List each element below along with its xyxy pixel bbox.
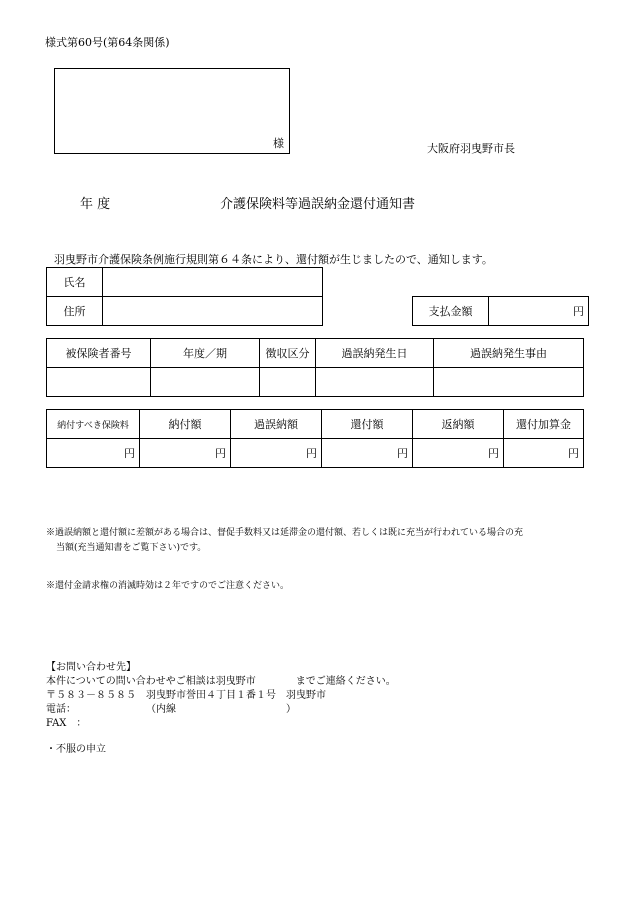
amount-header: 納付すべき保険料	[47, 410, 140, 439]
contact-phone: 電話： （内線 ）	[46, 704, 296, 715]
detail-header: 過誤納発生事由	[434, 339, 584, 368]
detail-cell	[434, 368, 584, 397]
amount-header: 過誤納額	[231, 410, 322, 439]
form-number: 様式第60号(第64条関係)	[45, 36, 170, 49]
payment-label: 支払金額	[413, 297, 489, 326]
fiscal-year-label: 年 度	[80, 197, 111, 212]
issuer-name: 大阪府羽曳野市長	[427, 142, 515, 155]
name-label: 氏名	[47, 268, 103, 297]
detail-table	[46, 338, 584, 397]
contact-heading: 【お問い合わせ先】	[46, 662, 136, 673]
amount-unit: 円	[140, 439, 231, 468]
address-box	[54, 68, 290, 154]
payment-table	[412, 296, 589, 326]
amount-unit: 円	[504, 439, 584, 468]
note-difference-line1: ※過誤納額と還付額に差額がある場合は、督促手数料又は延滞金の還付額、若しくは既に充当が行われている場合の充	[46, 528, 524, 538]
address-label: 住所	[47, 297, 103, 326]
amount-unit: 円	[47, 439, 140, 468]
amount-unit: 円	[322, 439, 413, 468]
intro-text: 羽曳野市介護保険条例施行規則第６４条により、還付額が生じましたので、通知します。	[54, 253, 493, 266]
name-value	[103, 268, 323, 297]
detail-cell	[316, 368, 434, 397]
address-value	[103, 297, 323, 326]
payment-unit: 円	[489, 297, 589, 326]
detail-header: 徴収区分	[260, 339, 316, 368]
amount-header: 納付額	[140, 410, 231, 439]
detail-header: 被保険者番号	[47, 339, 151, 368]
recipient-table	[46, 267, 323, 326]
note-difference-line2: 当額(充当通知書をご覧下さい)です。	[56, 543, 207, 553]
amount-table	[46, 409, 584, 468]
honorific-label: 様	[273, 137, 284, 150]
contact-address: 〒５８３－８５８５ 羽曳野市誉田４丁目１番１号 羽曳野市	[46, 690, 326, 701]
note-prescription: ※還付金請求権の消滅時効は２年ですのでご注意ください。	[46, 581, 290, 591]
amount-header: 還付加算金	[504, 410, 584, 439]
contact-line1: 本件についての問い合わせやご相談は羽曳野市 までご連絡ください。	[46, 676, 396, 687]
detail-cell	[151, 368, 260, 397]
amount-unit: 円	[413, 439, 504, 468]
detail-header: 年度／期	[151, 339, 260, 368]
objection-heading: ・不服の申立	[46, 744, 106, 755]
amount-unit: 円	[231, 439, 322, 468]
detail-header: 過誤納発生日	[316, 339, 434, 368]
detail-cell	[260, 368, 316, 397]
contact-fax: FAX ：	[46, 718, 87, 729]
amount-header: 返納額	[413, 410, 504, 439]
detail-cell	[47, 368, 151, 397]
page-title: 介護保険料等過誤納金還付通知書	[220, 197, 416, 212]
amount-header: 還付額	[322, 410, 413, 439]
